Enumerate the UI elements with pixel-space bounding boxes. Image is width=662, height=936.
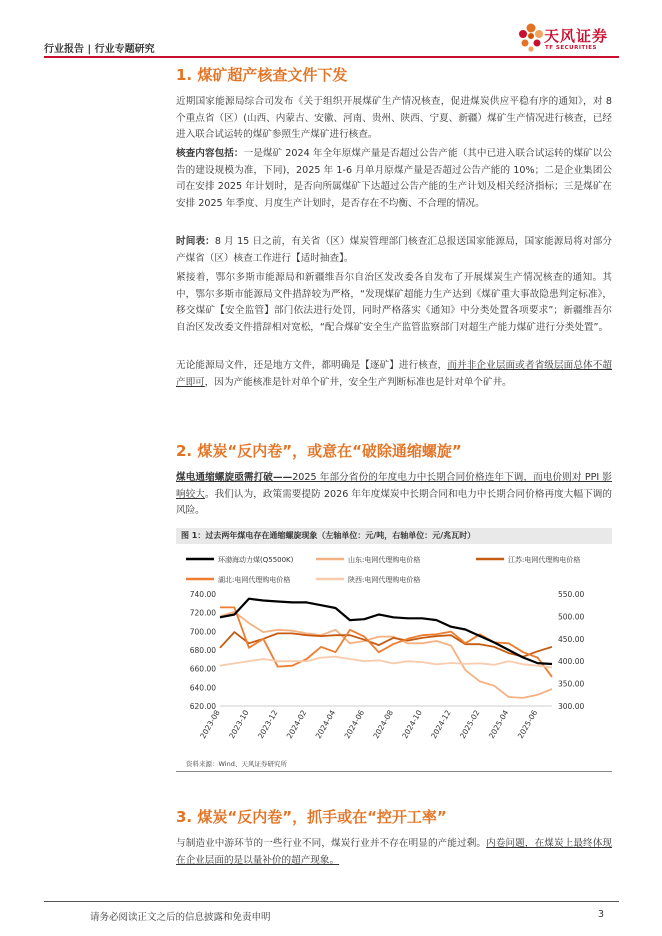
inspection-content-text: 一是煤矿 2024 年全年原煤产量是否超过公告产能（其中已进入联合试运转的煤矿以公告的建设规模为准，下同)，2025 年 1-6 月单月原煤产量是否超过公告产能的 10%；二是企业集团公司在安排 2025 年计划时，是否向所属煤矿下达超过公告产能的生产计划及相关经济指标；三是煤矿在安排 2025 年季度、月度生产计划时，是否存在不均衡、不合理的情况。 — [176, 148, 613, 209]
p5-underlined-text: 而并非企业层面或者省级层面总体不超产即可 — [176, 360, 613, 388]
x-tick-label: 2023-10 — [227, 708, 251, 741]
y-right-tick-label: 300.00 — [558, 702, 585, 711]
tf-securities-logo — [518, 22, 648, 58]
series-line-5 — [220, 657, 552, 668]
y-left-tick-label: 660.00 — [189, 664, 216, 674]
section-3-underlined-text: 内卷问题，在煤炭上最终体现在企业层面的是以量补价的超产现象。 — [176, 838, 613, 866]
x-tick-label: 2023-08 — [198, 708, 222, 741]
deflation-underlined-text: 2025 年部分省份的年度电力中长期合同价格连年下调，而电价则对 PPI 影响较大 — [176, 472, 613, 500]
y-left-tick-label: 640.00 — [189, 683, 216, 693]
legend-label: 湖北:电网代理购电价格 — [218, 576, 291, 584]
section-3-text-a: 与制造业中游环节的一些行业不同，煤炭行业并不存在明显的产能过剩。 — [176, 838, 487, 849]
y-right-tick-label: 400.00 — [558, 657, 585, 667]
timeline-label: 时间表： — [176, 236, 215, 247]
footer-divider — [44, 901, 619, 902]
y-left-tick-label: 740.00 — [189, 590, 216, 599]
y-left-tick-label: 720.00 — [189, 608, 216, 618]
x-tick-label: 2024-10 — [400, 708, 424, 741]
section-1-paragraph-2 — [176, 146, 612, 212]
x-tick-label: 2024-04 — [313, 708, 338, 741]
timeline-text: 8 月 15 日之前，有关省（区）煤炭管理部门核查汇总报送国家能源局，国家能源局将对部分产煤省（区）核查工作进行【适时抽查】。 — [176, 236, 612, 264]
x-tick-label: 2024-08 — [371, 708, 395, 741]
y-right-tick-label: 500.00 — [558, 612, 585, 622]
page-number: 3 — [598, 909, 605, 920]
x-tick-label: 2024-02 — [284, 708, 309, 741]
inspection-content-label: 核查内容包括： — [176, 148, 244, 159]
x-tick-label: 2024-12 — [429, 708, 453, 741]
deflation-spiral-label: 煤电通缩螺旋亟需打破—— — [176, 472, 293, 483]
section-3-heading: 3. 煤炭“反内卷”，抓手或在“控开工率” — [176, 808, 447, 826]
chart-svg — [176, 546, 612, 758]
legend-label: 山东:电网代理购电价格 — [348, 556, 421, 564]
legend-label: 陕西:电网代理购电价格 — [348, 576, 421, 584]
y-left-tick-label: 620.00 — [189, 702, 216, 711]
y-right-tick-label: 450.00 — [558, 634, 585, 644]
y-right-tick-label: 350.00 — [558, 679, 585, 689]
x-tick-label: 2025-06 — [515, 708, 540, 741]
report-breadcrumb: 行业报告 | 行业专题研究 — [44, 44, 155, 55]
x-tick-label: 2025-04 — [486, 708, 511, 741]
x-tick-label: 2024-06 — [342, 708, 367, 741]
legend-label: 环渤海动力煤(Q5500K) — [218, 556, 294, 564]
series-line-2 — [220, 612, 552, 698]
legend-label: 江苏:电网代理购电价格 — [508, 556, 581, 564]
figure-title: 图 1：过去两年煤电存在通缩螺旋现象（左轴单位：元/吨，右轴单位：元/兆瓦时） — [176, 528, 612, 544]
section-1-heading: 1. 煤矿超产核查文件下发 — [176, 66, 348, 84]
section-2-paragraph-1 — [176, 470, 612, 520]
y-left-tick-label: 680.00 — [189, 646, 216, 655]
y-left-tick-label: 700.00 — [189, 627, 216, 637]
section-3-paragraph-1 — [176, 836, 612, 869]
p5-text-c: ，因为产能核准是针对单个矿井，安全生产判断标准也是针对单个矿井。 — [204, 376, 512, 388]
deflation-text: 。我们认为，政策需要提防 2026 年年度煤炭中长期合同和电力中长期合同价格再度大幅下调的风险。 — [176, 488, 613, 516]
coal-power-price-chart — [176, 546, 612, 758]
x-tick-label: 2025-02 — [458, 708, 482, 741]
y-right-tick-label: 550.00 — [558, 590, 585, 599]
section-1-paragraph-3 — [176, 234, 612, 267]
figure-source: 资料来源：Wind、天风证券研究所 — [186, 760, 287, 768]
figure-divider — [176, 771, 612, 772]
logo-flower-icon — [518, 22, 544, 58]
section-2-heading: 2. 煤炭“反内卷”，或意在“破除通缩螺旋” — [176, 442, 462, 460]
logo-text-cn: 天风证券 — [544, 27, 609, 45]
section-1-paragraph-5 — [176, 358, 612, 391]
footer-disclaimer: 请务必阅读正文之后的信息披露和免责申明 — [90, 912, 271, 923]
logo-text-en: TF SECURITIES — [545, 45, 597, 51]
x-tick-label: 2023-12 — [256, 708, 280, 741]
section-1-paragraph-4: 紧接着，鄂尔多斯市能源局和新疆维吾尔自治区发改委各自发布了开展煤炭生产情况核查的通知。其中，鄂尔多斯市能源局文件措辞较为严格，“发现煤矿超能力生产达到《煤矿重大事故隐患判定标准》，移交煤矿【安全监管】部门依法进行处罚，同时严格落实《通知》中分类处置各项要求”；新疆维吾尔自治区发改委文件措辞相对宽松，“配合煤矿安全生产监管监察部门对超生产能力煤矿进行分类处置”。 — [176, 272, 612, 333]
p5-text-a: 无论能源局文件，还是地方文件，都明确是【逐矿】进行核查， — [176, 360, 448, 371]
section-1-paragraph-1: 近期国家能源局综合司发布《关于组织开展煤矿生产情况核查，促进煤炭供应平稳有序的通知》，对 8 个重点省（区）(山西、内蒙古、安徽、河南、贵州、陕西、宁夏、新疆）煤矿生产情况进行核查，已经进入联合试运转的煤矿参照生产煤矿进行核查。 — [176, 96, 612, 140]
header-divider — [44, 56, 619, 58]
